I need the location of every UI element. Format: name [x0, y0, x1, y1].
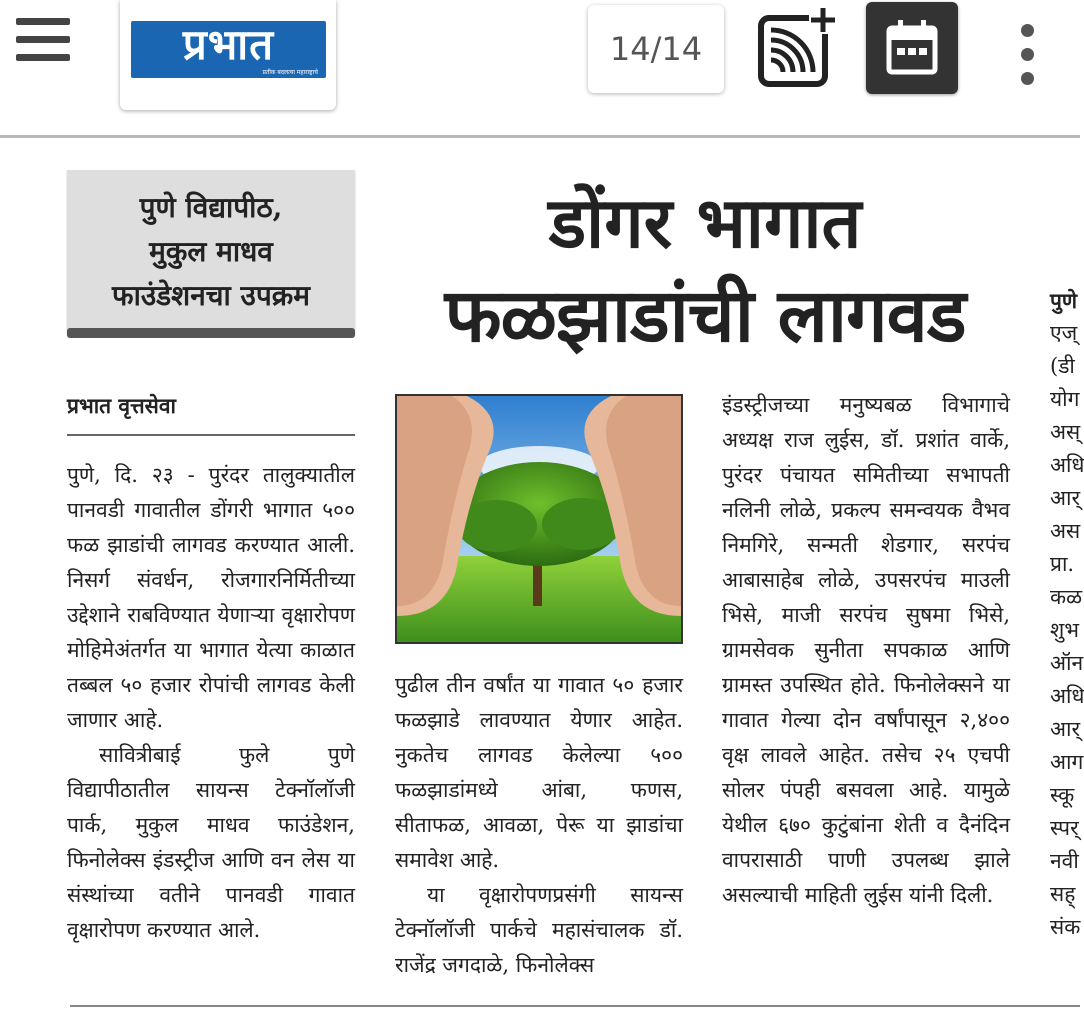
kicker-underline: [67, 328, 355, 338]
rss-add-icon[interactable]: [757, 6, 837, 88]
text-fragment: नवी: [1050, 849, 1079, 873]
paragraph: या वृक्षारोपणप्रसंगी सायन्स टेक्नॉलॉजी पार्कचे महासंचालक डॉ. राजेंद्र जगदाळे, फिनोलेक्स: [395, 883, 683, 977]
text-fragment: योग: [1050, 387, 1080, 411]
logo-tagline: प्रतीक बदलत्या महाराष्ट्राचे: [262, 69, 318, 76]
more-vert-icon[interactable]: [1014, 24, 1040, 88]
newspaper-logo-button[interactable]: [120, 0, 336, 110]
text-fragment: आर्: [1050, 486, 1081, 510]
menu-icon[interactable]: [16, 18, 70, 62]
text-fragment: आर्: [1050, 717, 1081, 741]
page-bottom-rule: [70, 1005, 1080, 1007]
byline-divider: [67, 434, 355, 436]
text-fragment: (डी: [1050, 354, 1075, 378]
paragraph: इंडस्ट्रीजच्या मनुष्यबळ विभागाचे अध्यक्ष राज लुईस, डॉ. प्रशांत वार्के, पुरंदर पंचायत समितीच्या सभापती नलिनी लोळे, प्रकल्प समन्वयक वैभव निमगिरे, सन्मती शेडगार, सरपंच आबासाहेब लोळे, उपसरपंच माउली भिसे, माजी सरपंच सुषमा भिसे, ग्रामसेवक सुनीता सपकाळ आणि ग्रामस्त उपस्थित होते. फिनोलेक्सने या गावात गेल्या दोन वर्षांपासून २,४०० वृक्ष लावले आहेत. तसेच २५ एचपी सोलर पंपही बसवला आहे. यामुळे येथील ६७० कुटुंबांना शेती व दैनंदिन वापरासाठी पाणी उपलब्ध झाले असल्याची माहिती लुईस यांनी दिली.: [722, 393, 1010, 907]
text-fragment: एज्: [1050, 321, 1078, 345]
text-fragment: अधि: [1050, 453, 1084, 477]
calendar-icon[interactable]: [866, 2, 958, 94]
page-counter-button[interactable]: 14/14: [588, 5, 724, 93]
article-headline: [385, 180, 1025, 366]
tree-in-hands-photo: [395, 394, 683, 644]
text-fragment: स्पर्: [1050, 816, 1079, 840]
text-fragment: स्कू: [1050, 783, 1075, 807]
kicker-line: मुकुल माधव: [149, 235, 273, 268]
prabhat-logo: [131, 21, 326, 78]
article-column-1: [67, 458, 355, 948]
article-column-4-cropped: [1050, 284, 1084, 944]
text-fragment: शुभ: [1050, 618, 1080, 642]
newspaper-page: [0, 138, 1084, 1012]
top-toolbar: [0, 0, 1080, 138]
article-column-2: [395, 668, 683, 983]
text-fragment: सह्: [1050, 882, 1076, 906]
text-fragment: अस्: [1050, 420, 1081, 444]
headline-line: फळझाडांची लागवड: [444, 273, 966, 359]
paragraph: पुढील तीन वर्षांत या गावात ५० हजार फळझाडे लावण्यात येणार आहेत. नुकतेच लागवड केलेल्या ५०० फळझाडांमध्ये आंबा, फणस, सीताफळ, आवळा, पेरू या झाडांचा समावेश आहे.: [395, 673, 683, 872]
kicker-line: पुणे विद्यापीठ,: [139, 191, 283, 224]
text-fragment: संक: [1050, 915, 1081, 939]
kicker-line: फाउंडेशनचा उपक्रम: [111, 279, 311, 312]
text-fragment: प्रा.: [1050, 552, 1075, 576]
text-fragment: ऑन: [1050, 651, 1084, 675]
text-fragment: अधि: [1050, 684, 1084, 708]
text-fragment: अस: [1050, 519, 1081, 543]
logo-text: प्रभात: [182, 20, 275, 69]
article-column-3: [722, 388, 1010, 913]
paragraph: सावित्रीबाई फुले पुणे विद्यापीठातील सायन्स टेक्नॉलॉजी पार्क, मुकुल माधव फाउंडेशन, फिनोलेक्स इंडस्ट्रीज आणि वन लेस या संस्थांच्या वतीने पानवडी गावात वृक्षारोपण करण्यात आले.: [67, 743, 355, 942]
byline: प्रभात वृत्तसेवा: [67, 393, 176, 418]
paragraph: पुणे, दि. २३ - पुरंदर तालुक्यातील पानवडी गावातील डोंगरी भागात ५०० फळ झाडांची लागवड करण्यात आली. निसर्ग संवर्धन, रोजगारनिर्मितीच्या उद्देशाने राबविण्यात येणाऱ्या वृक्षारोपण मोहिमेअंतर्गत या भागात येत्या काळात तब्बल ५० हजार रोपांची लागवड केली जाणार आहे.: [67, 463, 355, 732]
text-fragment: आग: [1050, 750, 1084, 774]
text-fragment: पुणे: [1050, 288, 1078, 313]
headline-line: डोंगर भागात: [548, 181, 862, 264]
text-fragment: कळ: [1050, 585, 1083, 609]
article-kicker: [67, 170, 355, 334]
